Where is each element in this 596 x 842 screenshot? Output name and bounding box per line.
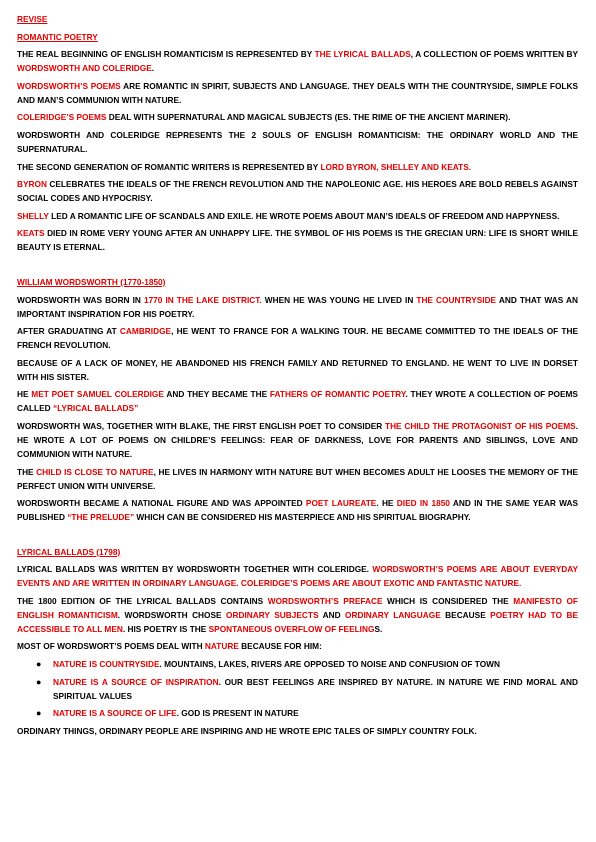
bullet-list [17,657,578,720]
paragraph [17,419,578,461]
body-text: CELEBRATES THE IDEALS OF THE FRENCH REVOLUTION AND THE NAPOLEONIC AGE. HIS HEROES ARE BOLD REBELS AGAINST SOCIAL CODES AND HYPOCRISY. [17,179,578,204]
body-text: BECAUSE OF A LACK OF MONEY, HE ABANDONED HIS FRENCH FAMILY AND RETURNED TO ENGLAND. HE WENT TO LIVE IN DORSET WITH HIS SISTER. [17,357,578,382]
highlight-text: WORDSWORTH AND COLERIDGE [17,63,152,74]
body-text: . HE WROTE A LOT OF POEMS ON CHILDRE’S FEELINGS: FEAR OF DARKNESS, LOVE FOR PARENTS AND SIBLINGS, LOVE AND COMMUNION WITH NATURE. [17,420,578,459]
body-text: WHICH IS CONSIDERED THE [382,595,514,606]
section-heading: ROMANTIC POETRY [17,31,98,42]
highlight-text: NATURE IS COUNTRYSIDE [53,659,160,670]
highlight-text: CAMBRIDGE [119,326,172,337]
paragraph [17,465,578,493]
body-text: THE [17,466,37,477]
body-text: BECAUSE [440,609,491,620]
paragraph [17,47,578,75]
paragraph [17,324,578,352]
paragraph [17,562,578,590]
body-text: HE [17,389,32,400]
highlight-text: NATURE IS A SOURCE OF INSPIRATION [53,676,219,687]
body-text: . HIS POETRY IS THE [122,623,209,634]
highlight-text: NATURE [204,641,239,652]
highlight-text: SHELLY [17,210,49,221]
highlight-text: ORDINARY LANGUAGE [345,609,441,620]
highlight-text: BYRON [17,179,47,190]
body-text: . THEY WROTE A COLLECTION OF POEMS CALLED [17,389,578,414]
highlight-text: COLERIDGE’S POEMS [17,112,107,123]
highlight-text: WORDSWORTH’S PREFACE [267,595,383,606]
body-text: WORDSWORTH AND COLERIDGE REPRESENTS THE 2 SOULS OF ENGLISH ROMANTICISM: THE ORDINARY WORLD AND THE SUPERNATURAL. [17,129,578,154]
highlight-text: WORDSWORTH’S POEMS [17,80,121,91]
paragraph [17,209,578,223]
list-item [36,706,578,720]
highlight-text: THE COUNTRYSIDE [416,294,497,305]
paragraph [17,110,578,124]
highlight-text: ORDINARY SUBJECTS [226,609,319,620]
body-text: ORDINARY THINGS, ORDINARY PEOPLE ARE INSPIRING AND HE WROTE EPIC TALES OF SIMPLY COUNTRY FOLK. [17,725,477,736]
body-text: LYRICAL BALLADS WAS WRITTEN BY WORDSWORTH TOGETHER WITH COLERIDGE. [17,564,373,575]
bullet-icon: ● [36,659,42,670]
body-text: WHICH CAN BE CONSIDERED HIS MASTERPIECE AND HIS SPIRITUAL BIOGRAPHY. [134,512,471,523]
document-page [17,12,578,741]
paragraph [17,177,578,205]
highlight-text: LORD BYRON, SHELLEY AND KEATS. [320,161,472,172]
highlight-text: DIED IN 1850 [396,498,450,509]
body-text: MOST OF WORDSWORT’S POEMS DEAL WITH [17,641,205,652]
body-text: . HE [376,498,397,509]
body-text: THE SECOND GENERATION OF ROMANTIC WRITERS IS REPRESENTED BY [17,161,321,172]
highlight-text: “THE PRELUDE” [67,512,135,523]
document-body [17,30,578,738]
highlight-text: MANIFESTO OF ENGLISH ROMANTICISM [17,595,578,620]
body-text: DIED IN ROME VERY YOUNG AFTER AN UNHAPPY LIFE. THE SYMBOL OF HIS POEMS IS THE GRECIAN URN: LIFE IS SHORT WHILE BEAUTY IS ETERNAL. [17,228,578,253]
body-text: AND [318,609,346,620]
list-item [36,675,578,703]
body-text: . GOD IS PRESENT IN NATURE [176,708,299,719]
bullet-icon: ● [36,676,42,687]
body-text: WORDSWORTH WAS BORN IN [17,294,144,305]
highlight-text: FATHERS OF ROMANTIC POETRY [269,389,406,400]
body-text: . MOUNTAINS, LAKES, RIVERS ARE OPPOSED TO NOISE AND CONFUSION OF TOWN [159,659,500,670]
body-text: . OUR BEST FEELINGS ARE INSPIRED BY NATURE. IN NATURE WE FIND MORAL AND SPIRITUAL VALUES [53,676,578,701]
body-text: AND THAT WAS AN IMPORTANT INSPIRATION FOR HIS POETRY. [17,294,579,319]
highlight-text: CHILD IS CLOSE TO NATURE [36,466,154,477]
section-spacer [17,258,578,275]
body-text: WORDSWORTH WAS, TOGETHER WITH BLAKE, THE FIRST ENGLISH POET TO CONSIDER [17,420,385,431]
section-heading: WILLIAM WORDSWORTH (1770-1850) [17,276,166,287]
body-text: AND IN THE SAME YEAR WAS PUBLISHED [17,498,579,523]
highlight-text: POETRY HAD TO BE ACCESSIBLE TO ALL MEN [17,609,578,634]
body-text: , A COLLECTION OF POEMS WRITTEN BY [410,49,578,60]
revise-title: REVISE [17,14,48,24]
paragraph [17,724,578,738]
highlight-text: THE CHILD THE PROTAGONIST OF HIS POEMS [385,420,576,431]
highlight-text: KEATS [17,228,45,239]
paragraph [17,387,578,415]
highlight-text: 1770 IN THE LAKE DISTRICT. [143,294,262,305]
body-text: . [151,63,155,74]
paragraph [17,160,578,174]
body-text: , HE LIVES IN HARMONY WITH NATURE BUT WHEN BECOMES ADULT HE LOOSES THE MEMORY OF THE PERFECT UNION WITH UNIVERSE. [17,466,578,491]
body-text: AND THEY BECAME THE [163,389,270,400]
highlight-text: THE LYRICAL BALLADS [314,49,411,60]
body-text: ARE ROMANTIC IN SPIRIT, SUBJECTS AND LANGUAGE. THEY DEALS WITH THE COUNTRYSIDE, SIMPLE FOLKS AND MAN’S COMMUNION WITH NATURE. [17,80,579,105]
paragraph [17,226,578,254]
paragraph [17,496,578,524]
paragraph [17,594,578,636]
body-text: WORDSWORTH BECAME A NATIONAL FIGURE AND WAS APPOINTED [17,498,306,509]
highlight-text: MET POET SAMUEL COLERDIGE [31,389,164,400]
list-item [36,657,578,671]
body-text: . WORDSWORTH CHOSE [117,609,227,620]
body-text: DEAL WITH SUPERNATURAL AND MAGICAL SUBJECTS (ES. THE RIME OF THE ANCIENT MARINER). [106,112,511,123]
paragraph [17,128,578,156]
body-text: THE 1800 EDITION OF THE LYRICAL BALLADS CONTAINS [17,595,268,606]
body-text: AFTER GRADUATING AT [17,326,120,337]
highlight-text: WORDSWORTH’S POEMS ARE ABOUT EVERYDAY EVENTS AND ARE WRITTEN IN ORDINARY LANGUAGE. COLERIDGE’S POEMS ARE ABOUT EXOTIC AND FANTASTIC NATURE. [17,564,578,589]
paragraph [17,639,578,653]
paragraph [17,356,578,384]
body-text: THE REAL BEGINNING OF ENGLISH ROMANTICISM IS REPRESENTED BY [17,49,315,60]
paragraph [17,293,578,321]
highlight-text: SPONTANEOUS OVERFLOW OF FEELING [208,623,375,634]
section-heading: LYRICAL BALLADS (1798) [17,546,121,557]
highlight-text: NATURE IS A SOURCE OF LIFE [53,708,177,719]
body-text: LED A ROMANTIC LIFE OF SCANDALS AND EXILE. HE WROTE POEMS ABOUT MAN’S IDEALS OF FREEDOM AND HAPPYNESS. [48,210,560,221]
highlight-text: “LYRICAL BALLADS” [52,403,139,414]
bullet-icon: ● [36,708,42,719]
body-text: BECAUSE FOR HIM: [238,641,322,652]
highlight-text: POET LAUREATE [305,498,377,509]
body-text: , HE WENT TO FRANCE FOR A WALKING TOUR. HE BECAME COMMITTED TO THE IDEALS OF THE FRENCH REVOLUTION. [17,326,578,351]
body-text: WHEN HE WAS YOUNG HE LIVED IN [261,294,417,305]
section-spacer [17,528,578,545]
body-text: S. [374,623,383,634]
paragraph [17,79,578,107]
